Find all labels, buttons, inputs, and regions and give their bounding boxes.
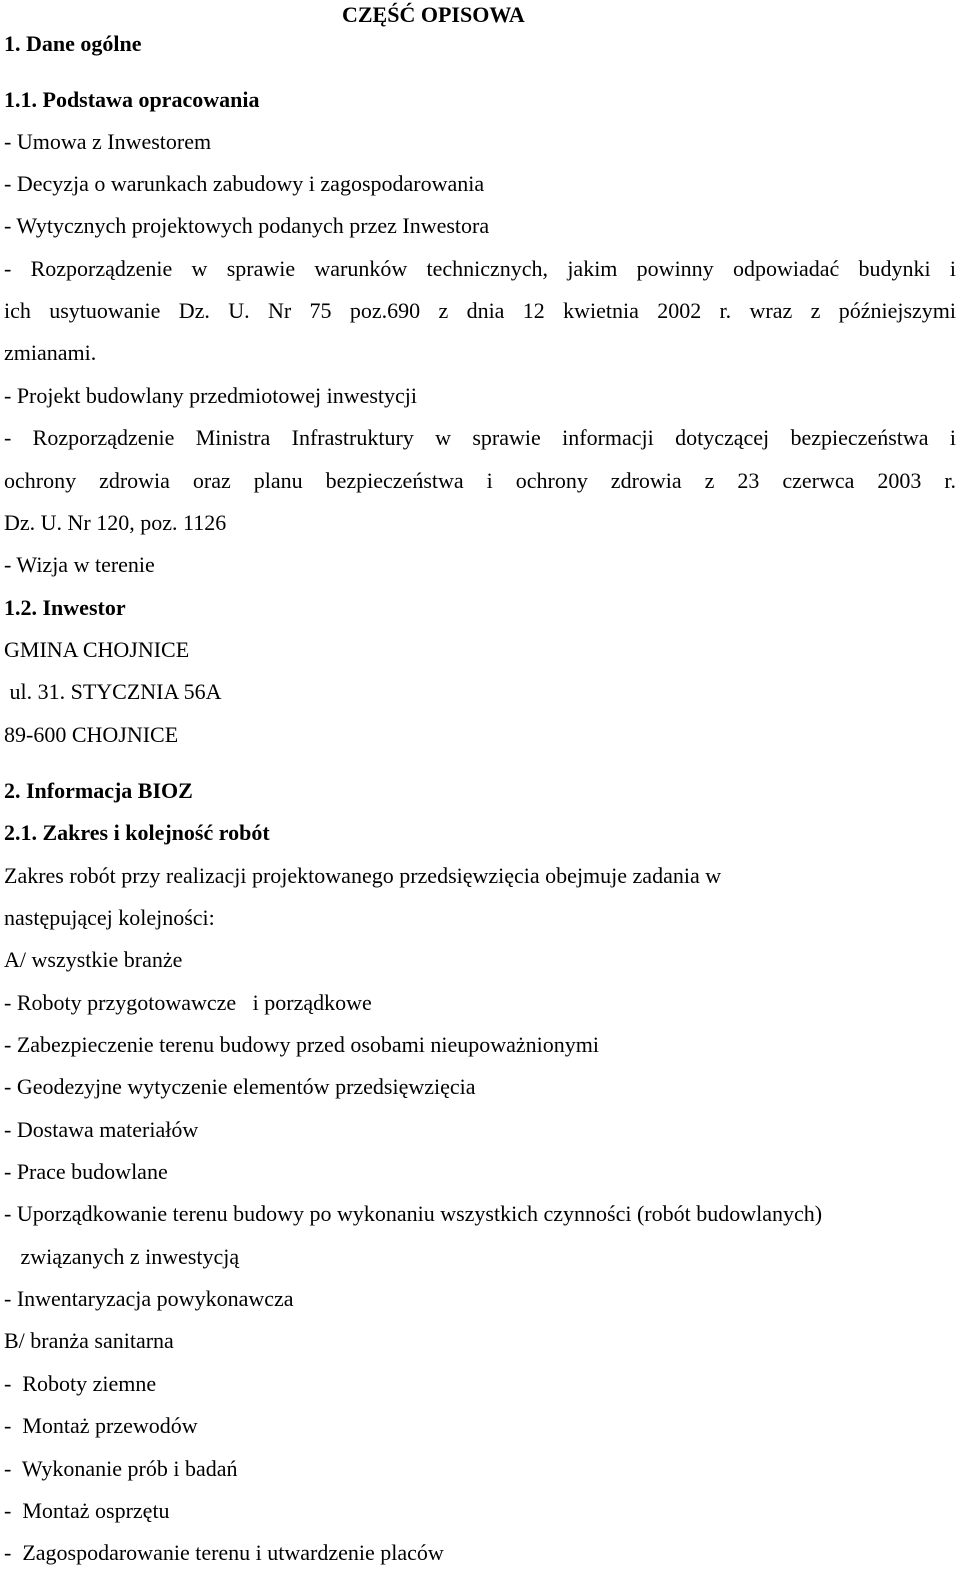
document-title: CZĘŚĆ OPISOWA <box>342 2 525 27</box>
scope-intro: Zakres robót przy realizacji projektowanego przedsięwzięcia obejmuje zadania w <box>4 863 722 888</box>
basis-item: - Decyzja o warunkach zabudowy i zagospodarowania <box>4 171 485 196</box>
section-heading-bioz: 2. Informacja BIOZ <box>4 778 193 803</box>
list-item: - Dostawa materiałów <box>4 1117 199 1142</box>
basis-item: - Umowa z Inwestorem <box>4 129 212 154</box>
list-item: - Zagospodarowanie terenu i utwardzenie placów <box>4 1540 444 1565</box>
basis-item: zmianami. <box>4 340 97 365</box>
basis-item: ich usytuowanie Dz. U. Nr 75 poz.690 z dnia 12 kwietnia 2002 r. wraz z późniejszymi <box>4 298 956 323</box>
basis-item: - Rozporządzenie Ministra Infrastruktury w sprawie informacji dotyczącej bezpieczeństwa i <box>4 425 956 450</box>
list-item: - Wykonanie prób i badań <box>4 1456 238 1481</box>
investor-name: GMINA CHOJNICE <box>4 637 190 662</box>
basis-item: - Projekt budowlany przedmiotowej inwestycji <box>4 383 418 408</box>
scope-intro: następującej kolejności: <box>4 905 215 930</box>
list-item: - Montaż osprzętu <box>4 1498 170 1523</box>
basis-item: - Wytycznych projektowych podanych przez Inwestora <box>4 213 490 238</box>
list-item: - Prace budowlane <box>4 1159 168 1184</box>
list-item: - Roboty ziemne <box>4 1371 157 1396</box>
list-item: - Geodezyjne wytyczenie elementów przedsięwzięcia <box>4 1074 476 1099</box>
investor-city: 89-600 CHOJNICE <box>4 722 179 747</box>
subsection-heading-basis: 1.1. Podstawa opracowania <box>4 87 260 112</box>
list-item: - Roboty przygotowawcze i porządkowe <box>4 990 372 1015</box>
basis-item: Dz. U. Nr 120, poz. 1126 <box>4 510 227 535</box>
list-item: - Inwentaryzacja powykonawcza <box>4 1286 294 1311</box>
list-item: związanych z inwestycją <box>4 1244 240 1269</box>
group-heading-sanitary: B/ branża sanitarna <box>4 1328 174 1353</box>
list-item: - Uporządkowanie terenu budowy po wykonaniu wszystkich czynności (robót budowlanych) <box>4 1201 823 1226</box>
basis-item: - Rozporządzenie w sprawie warunków technicznych, jakim powinny odpowiadać budynki i <box>4 256 956 281</box>
subsection-heading-scope: 2.1. Zakres i kolejność robót <box>4 820 270 845</box>
subsection-heading-investor: 1.2. Inwestor <box>4 595 126 620</box>
section-heading-general: 1. Dane ogólne <box>4 31 142 56</box>
group-heading-all-branches: A/ wszystkie branże <box>4 947 183 972</box>
investor-street: ul. 31. STYCZNIA 56A <box>4 679 222 704</box>
basis-item: - Wizja w terenie <box>4 552 155 577</box>
basis-item: ochrony zdrowia oraz planu bezpieczeństwa i ochrony zdrowia z 23 czerwca 2003 r. <box>4 468 956 493</box>
list-item: - Montaż przewodów <box>4 1413 198 1438</box>
list-item: - Zabezpieczenie terenu budowy przed osobami nieupoważnionymi <box>4 1032 599 1057</box>
